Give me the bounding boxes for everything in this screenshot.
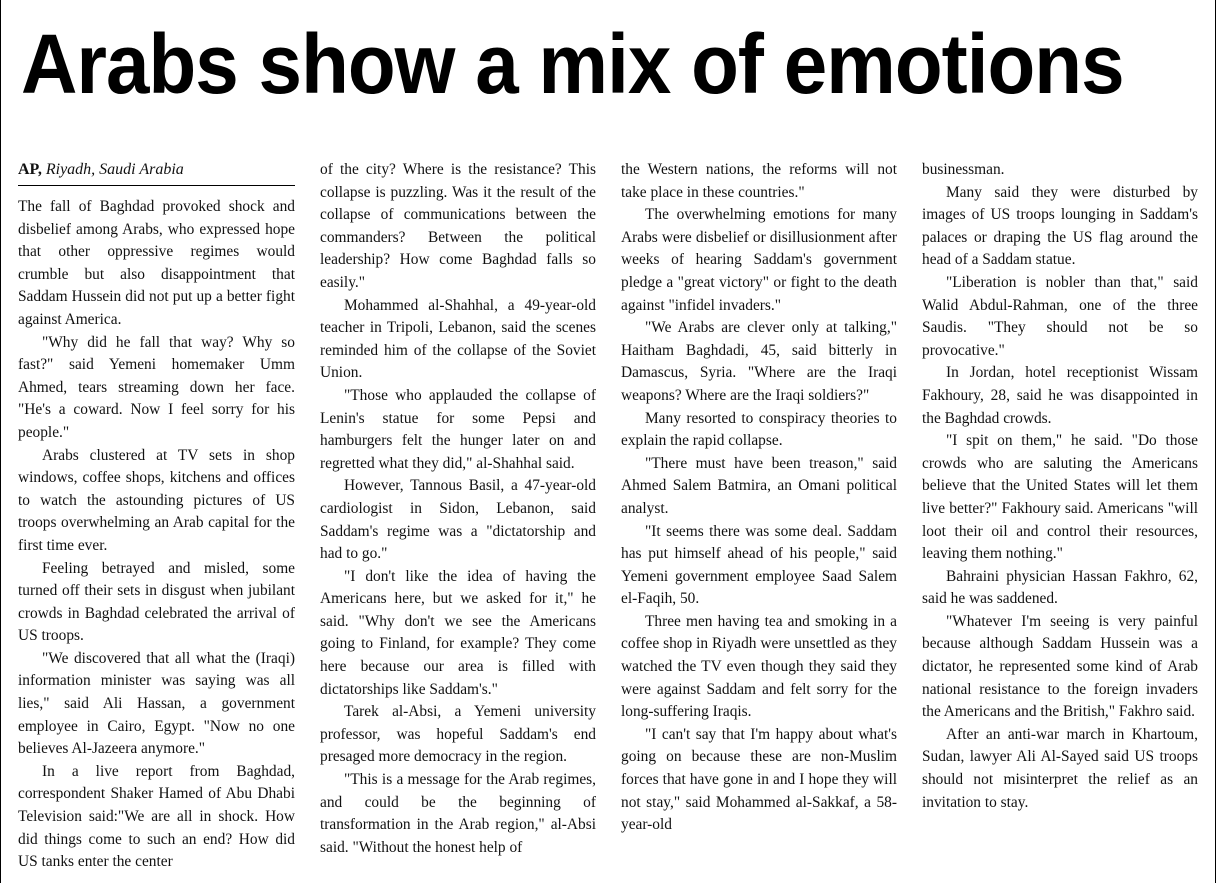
- paragraph: Three men having tea and smoking in a coffee shop in Riyadh were unsettled as they watched the TV even though they said they were against Saddam and felt sorry for the long-suffering Iraqis.: [621, 612, 897, 721]
- paragraph: "This is a message for the Arab regimes, and could be the beginning of transformation in the Arab region," al-Absi said. "Without the honest help of: [320, 771, 596, 856]
- paragraph: Mohammed al-Shahhal, a 49-year-old teacher in Tripoli, Lebanon, said the scenes reminded him of the collapse of the Soviet Union.: [320, 296, 596, 382]
- article-column-1: [18, 159, 295, 879]
- dateline-location: Riyadh, Saudi Arabia: [45, 161, 184, 178]
- paragraph: "Why did he fall that way? Why so fast?" said Yemeni homemaker Umm Ahmed, tears streaming down her face. "He's a coward. Now I feel sorry for his people.": [18, 333, 295, 441]
- paragraph: "I don't like the idea of having the Americans here, but we asked for it," he said. "Why don't we see the Americans going to Finland, for example? They come here because our area is filled with dictatorships like Saddam's.": [320, 567, 596, 698]
- paragraph: After an anti-war march in Khartoum, Sudan, lawyer Ali Al-Sayed said US troops should not misinterpret the relief as an invitation to stay.: [922, 725, 1198, 811]
- paragraph: of the city? Where is the resistance? This collapse is puzzling. Was it the result of the collapse of communications between the commanders? Between the political leadership? How come Baghdad falls so easily.": [320, 161, 596, 291]
- paragraph: Feeling betrayed and misled, some turned off their sets in disgust when jubilant crowds in Baghdad celebrated the arrival of US troops.: [18, 559, 295, 645]
- paragraph: In a live report from Baghdad, correspondent Shaker Hamed of Abu Dhabi Television said:"We are all in shock. How did things come to such an end? How did US tanks enter the center: [18, 762, 295, 871]
- paragraph: "Whatever I'm seeing is very painful because although Saddam Hussein was a dictator, he represented some kind of Arab national resistance to the foreign invaders the Americans and the British," Fakhro said.: [922, 612, 1198, 721]
- paragraph: "Those who applauded the collapse of Lenin's statue for some Pepsi and hamburgers felt the hunger later on and regretted what they did," al-Shahhal said.: [320, 386, 596, 472]
- headline: Arabs show a mix of emotions: [21, 17, 1124, 111]
- paragraph: "I spit on them," he said. "Do those crowds who are saluting the Americans believe that the United States will let them live better?" Fakhoury said. Americans "will loot their oil and control their resources, leaving them nothing.": [922, 432, 1198, 563]
- paragraph: In Jordan, hotel receptionist Wissam Fakhoury, 28, said he was disappointed in the Baghdad crowds.: [922, 364, 1198, 427]
- paragraph: However, Tannous Basil, a 47-year-old cardiologist in Sidon, Lebanon, said Saddam's regime was a "dictatorship and had to go.": [320, 477, 596, 563]
- paragraph: businessman.: [922, 161, 1005, 178]
- paragraph: Many resorted to conspiracy theories to explain the rapid collapse.: [621, 409, 897, 450]
- paragraph: "There must have been treason," said Ahmed Salem Batmira, an Omani political analyst.: [621, 454, 897, 517]
- article-column-4: [922, 159, 1198, 879]
- paragraph: Many said they were disturbed by images of US troops lounging in Saddam's palaces or draping the US flag around the head of a Saddam statue.: [922, 183, 1198, 269]
- article-body: [18, 159, 1200, 879]
- paragraph: "Liberation is nobler than that," said Walid Abdul-Rahman, one of the three Saudis. "They should not be so provocative.": [922, 273, 1198, 359]
- article-column-2: [320, 159, 596, 879]
- article-column-3: [621, 159, 897, 879]
- paragraph: Arabs clustered at TV sets in shop windows, coffee shops, kitchens and offices to watch the astounding pictures of US troops overwhelming an Arab capital for the first time ever.: [18, 446, 295, 554]
- paragraph: "I can't say that I'm happy about what's going on because these are non-Muslim forces that have gone in and I hope they will not stay," said Mohammed al-Sakkaf, a 58-year-old: [621, 725, 897, 834]
- paragraph: Bahraini physician Hassan Fakhro, 62, said he was saddened.: [922, 567, 1198, 608]
- paragraph: "We discovered that all what the (Iraqi) information minister was saying was all lies," said Ali Hassan, a government employee in Cairo, Egypt. "Now no one believes Al-Jazeera anymore.": [18, 649, 295, 758]
- paragraph: The fall of Baghdad provoked shock and disbelief among Arabs, who expressed hope that other oppressive regimes would crumble but also disappointment that Saddam Hussein did not put up a better fight against America.: [18, 198, 295, 328]
- paragraph: The overwhelming emotions for many Arabs were disbelief or disillusionment after weeks of hearing Saddam's government pledge a "great victory" or fight to the death against "infidel invaders.": [621, 206, 897, 314]
- paragraph: Tarek al-Absi, a Yemeni university professor, was hopeful Saddam's end presaged more democracy in the region.: [320, 703, 596, 766]
- dateline: [18, 159, 295, 186]
- paragraph: the Western nations, the reforms will not take place in these countries.": [621, 161, 897, 201]
- dateline-agency: AP,: [18, 161, 42, 178]
- paragraph: "We Arabs are clever only at talking," Haitham Baghdadi, 45, said bitterly in Damascus, Syria. "Where are the Iraqi weapons? Where are the Iraqi soldiers?": [621, 319, 897, 404]
- paragraph: "It seems there was some deal. Saddam has put himself ahead of his people," said Yemeni government employee Saad Salem el-Faqih, 50.: [621, 522, 897, 608]
